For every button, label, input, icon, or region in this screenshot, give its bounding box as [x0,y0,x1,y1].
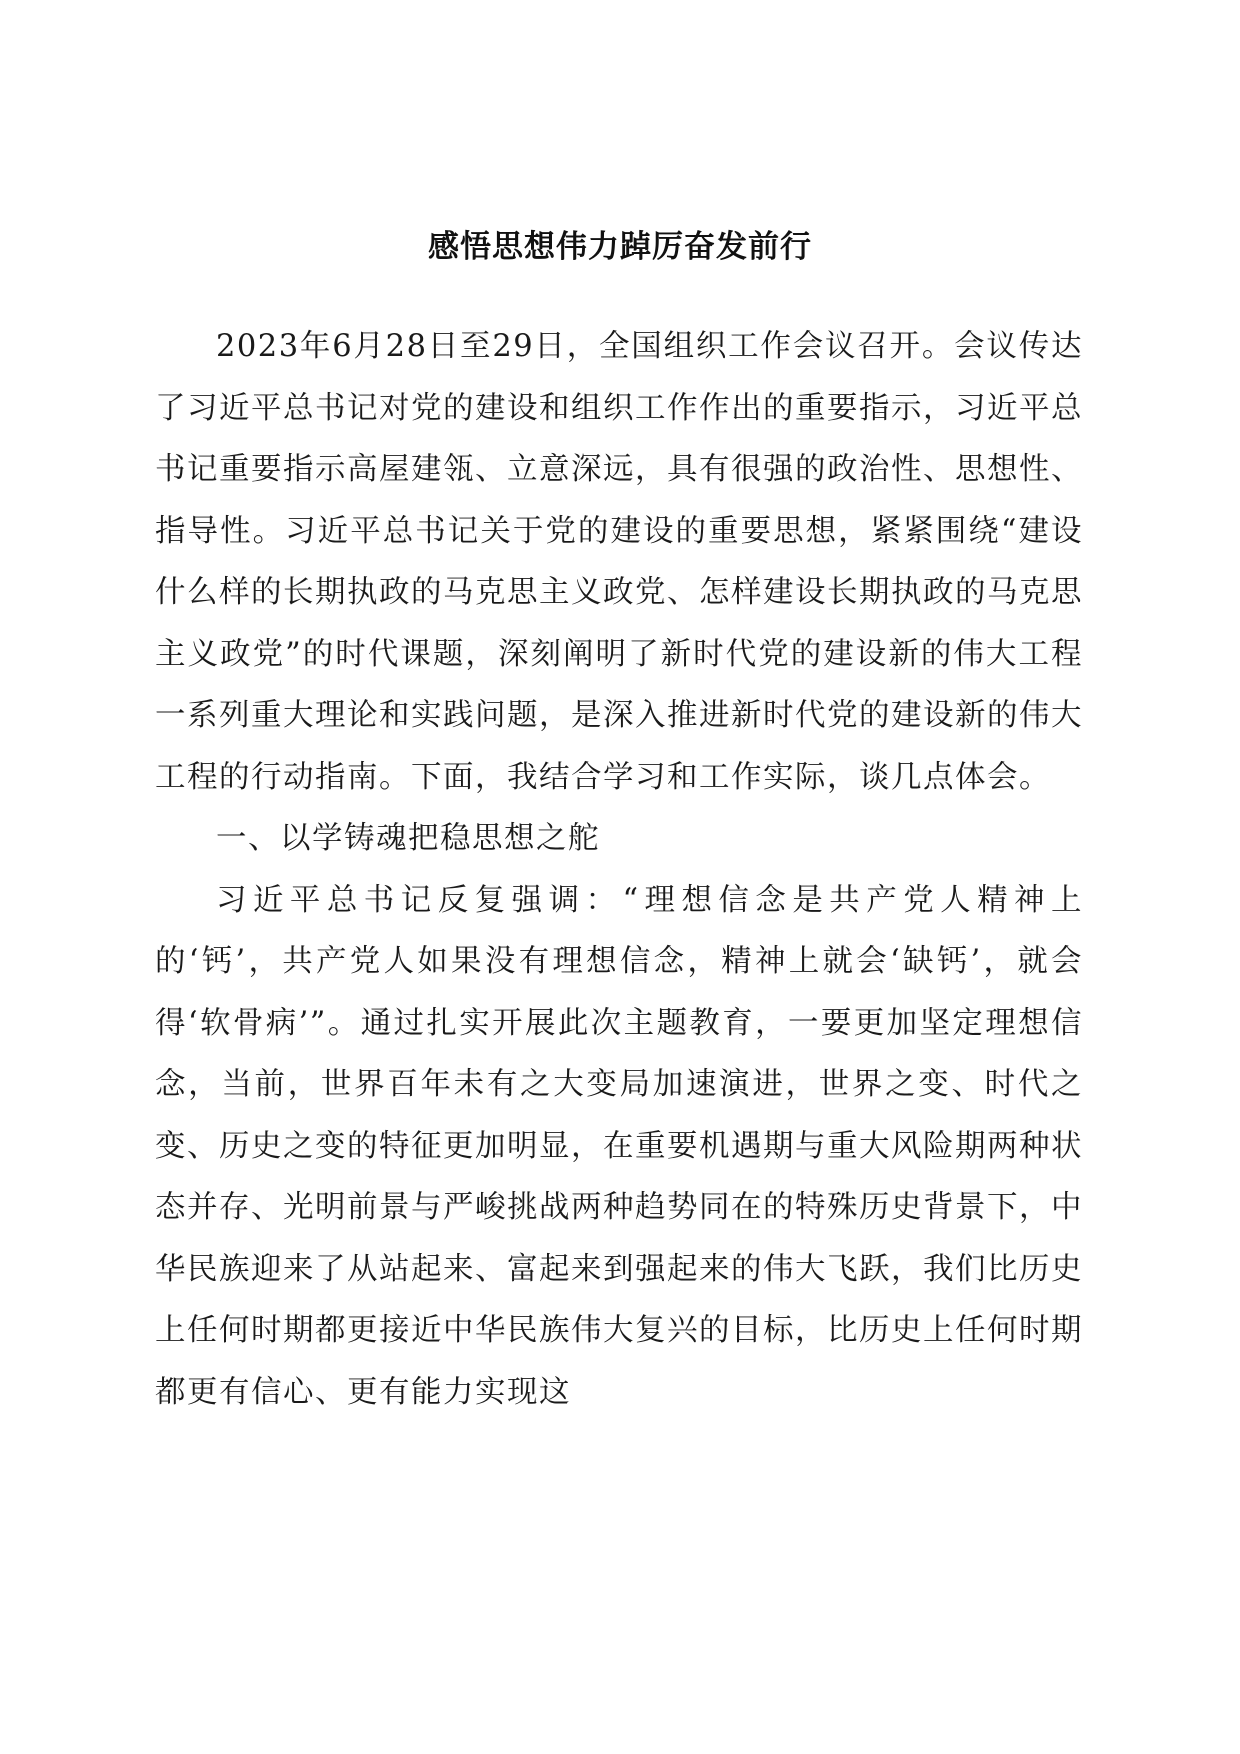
paragraph-section-1: 习近平总书记反复强调：“理想信念是共产党人精神上的‘钙’，共产党人如果没有理想信念，精神上就会‘缺钙’，就会得‘软骨病’”。通过扎实开展此次主题教育，一要更加坚定理想信念，当前，世界百年未有之大变局加速演进，世界之变、时代之变、历史之变的特征更加明显，在重要机遇期与重大风险期两种状态并存、光明前景与严峻挑战两种趋势同在的特殊历史背景下，中华民族迎来了从站起来、富起来到强起来的伟大飞跃，我们比历史上任何时期都更接近中华民族伟大复兴的目标，比历史上任何时期都更有信心、更有能力实现这 [155,882,1083,1410]
document-title: 感悟思想伟力踔厉奋发前行 [428,229,812,265]
paragraph-intro: 2023年6月28日至29日，全国组织工作会议召开。会议传达了习近平总书记对党的建设和组织工作作出的重要指示，习近平总书记重要指示高屋建瓴、立意深远，具有很强的政治性、思想性、指导性。习近平总书记关于党的建设的重要思想，紧紧围绕“建设什么样的长期执政的马克思主义政党、怎样建设长期执政的马克思主义政党”的时代课题，深刻阐明了新时代党的建设新的伟大工程一系列重大理论和实践问题，是深入推进新时代党的建设新的伟大工程的行动指南。下面，我结合学习和工作实际，谈几点体会。 [155,329,1083,795]
section-heading-1: 一、以学铸魂把稳思想之舵 [216,821,600,856]
document-body [155,316,1083,1423]
